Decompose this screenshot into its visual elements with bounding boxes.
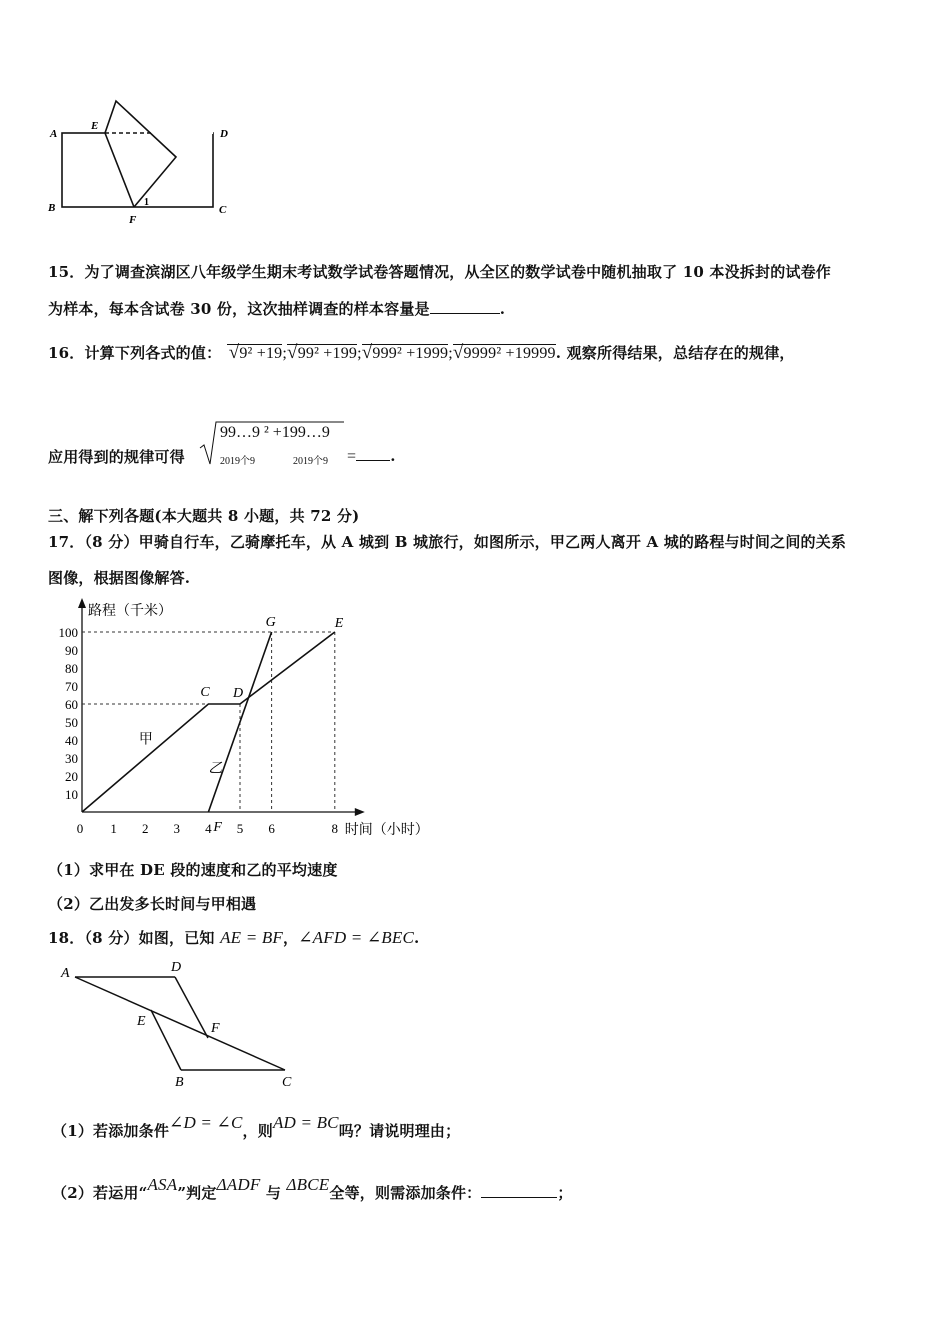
q16-suffix: . 观察所得结果，总结存在的规律，	[555, 344, 795, 362]
x-tick-label: 4	[205, 821, 212, 836]
q18-label-B: B	[175, 1075, 184, 1090]
q15-line2	[48, 298, 505, 319]
q18-sub2-a: （2）若运用“	[52, 1184, 148, 1202]
y-tick-label: 90	[65, 643, 78, 658]
q18-sub2-asa: ASA	[147, 1175, 178, 1194]
x-tick-label: 3	[173, 821, 181, 836]
y-axis-label: 路程（千米）	[88, 604, 172, 619]
section3-title: 三、解下列各题(本大题共 8 小题，共 72 分)	[48, 507, 360, 525]
q16-expr-3: 999² +1999	[372, 345, 449, 362]
fig14-label-E: E	[91, 120, 99, 132]
q16-answer-blank[interactable]	[356, 446, 390, 461]
q17-sub2: （2）乙出发多长时间与甲相遇	[48, 895, 257, 913]
q16-sqrt-2: √99² +199	[287, 342, 358, 363]
x-tick-label: 0	[76, 821, 84, 836]
q18-stem	[48, 927, 419, 948]
point-label-D: D	[233, 686, 244, 701]
fig14-fold-line	[105, 133, 134, 207]
fig14-label-F: F	[129, 214, 137, 226]
q16-big-sqrt	[198, 418, 348, 468]
q18-label-F: F	[211, 1021, 220, 1036]
q18-label-D: D	[171, 960, 182, 975]
q16-big-expr-a: 99…9	[220, 424, 260, 441]
x-axis-label: 时间（小时）	[344, 823, 429, 838]
x-tick-label: 2	[141, 821, 149, 836]
q16-under-a: 2019个9	[220, 456, 255, 467]
fig14-folded-flap	[105, 101, 176, 207]
q16-line2-prefix: 应用得到的规律可得	[48, 448, 185, 466]
fig14-label-A: A	[50, 128, 58, 140]
q16-sqrt-4: √9999² +19999	[452, 342, 556, 363]
fig14-label-C: C	[219, 204, 227, 216]
q18-sub1	[52, 1113, 461, 1141]
x-tick-label: 1	[110, 821, 117, 836]
q16-sqrt-1: √9² +19	[228, 342, 283, 363]
q18-sub2-b: ”判定	[177, 1184, 217, 1202]
q18-sub1-c: 吗？请说明理由；	[338, 1122, 461, 1140]
q16-sep-3: ;	[448, 345, 453, 362]
fig14-label-D: D	[220, 128, 228, 140]
q18-cond1: AE = BF	[220, 928, 283, 947]
series-label-jia: 甲	[138, 732, 153, 748]
q16-sep-2: ;	[357, 345, 362, 362]
q18-sub1-concl: AD = BC	[272, 1113, 339, 1132]
fig14-figure	[40, 95, 250, 230]
q16-prefix: 16．计算下列各式的值：	[48, 344, 222, 362]
y-tick-label: 50	[65, 715, 78, 730]
q18-sub2-t1: ΔADF	[216, 1175, 261, 1194]
fig14-label-angle-1: 1	[144, 197, 149, 208]
q16-end: .	[390, 447, 396, 465]
q15-line1: 15．为了调查滨湖区八年级学生期末考试数学试卷答题情况，从全区的数学试卷中随机抽取了 10 本没拆封的试卷作	[48, 263, 831, 281]
q18-sub2-d: 全等，则需添加条件：	[329, 1184, 482, 1202]
q18-label-C: C	[282, 1075, 292, 1090]
q16-expr-4: 9999² +19999	[463, 345, 556, 362]
q18-sub1-b: ，则	[242, 1122, 273, 1140]
q18-label-E: E	[137, 1014, 146, 1029]
q18-end: .	[414, 929, 420, 947]
q18-sub2	[52, 1175, 573, 1203]
point-label-E: E	[334, 616, 344, 631]
q18-label-A: A	[61, 966, 70, 981]
q18-sub1-a: （1）若添加条件	[52, 1122, 170, 1140]
q18-sub2-t2: ΔBCE	[286, 1175, 330, 1194]
y-tick-label: 100	[58, 625, 78, 640]
q16-expr-1: 9² +19	[239, 345, 283, 362]
x-axis-arrow	[355, 808, 365, 816]
q17-line2: 图像，根据图像解答.	[48, 569, 191, 587]
q18-sub1-cond: ∠D = ∠C	[169, 1113, 243, 1132]
y-tick-label: 70	[65, 679, 78, 694]
q18-segment-EB	[151, 1010, 181, 1070]
x-tick-label: 8	[331, 821, 339, 836]
q16-under-b: 2019个9	[293, 456, 328, 467]
q15-end: .	[499, 300, 506, 318]
series-label-yi: 乙	[208, 761, 223, 777]
q18-answer-blank[interactable]	[481, 1183, 557, 1198]
y-tick-label: 30	[65, 751, 78, 766]
q18-cond2: ∠AFD = ∠BEC	[298, 928, 415, 947]
y-tick-label: 60	[65, 697, 78, 712]
q16-answer	[347, 446, 396, 466]
fig14-label-B: B	[48, 202, 56, 214]
y-tick-label: 40	[65, 733, 78, 748]
q15-answer-blank[interactable]	[430, 299, 500, 314]
q18-comma: ，	[283, 929, 299, 947]
series-line-甲	[82, 632, 335, 812]
q16-sqrt-3: √999² +1999	[361, 342, 449, 363]
q16-big-expr-b: ² +199…9	[264, 424, 330, 441]
point-label-F: F	[213, 820, 222, 835]
q18-segment-AC	[75, 977, 285, 1070]
q16-equals: =	[347, 448, 357, 465]
q16-sep-1: ;	[282, 345, 288, 362]
q15-line2-text: 为样本，每本含试卷 30 份，这次抽样调查的样本容量是	[48, 300, 430, 318]
y-tick-label: 10	[65, 787, 78, 802]
q18-figure	[55, 955, 305, 1090]
x-tick-label: 6	[268, 821, 275, 836]
y-axis-arrow	[78, 598, 86, 608]
q17-sub1: （1）求甲在 DE 段的速度和乙的平均速度	[48, 861, 338, 879]
point-label-G: G	[265, 615, 276, 630]
y-tick-label: 80	[65, 661, 78, 676]
q17-chart	[40, 598, 450, 843]
q16-expr-2: 99² +199	[297, 345, 358, 362]
fig14-rectangle	[62, 133, 213, 207]
q18-sub2-end: ；	[557, 1184, 573, 1202]
q18-sub2-c: 与	[265, 1184, 282, 1202]
q16-line1	[48, 342, 795, 364]
y-tick-label: 20	[65, 769, 78, 784]
q18-prefix: 18．（8 分）如图，已知	[48, 929, 215, 947]
q17-line1: 17．（8 分）甲骑自行车，乙骑摩托车，从 A 城到 B 城旅行，如图所示，甲乙两人离开 A 城的路程与时间之间的关系	[48, 533, 847, 551]
point-label-C: C	[200, 685, 210, 700]
x-tick-label: 5	[236, 821, 244, 836]
